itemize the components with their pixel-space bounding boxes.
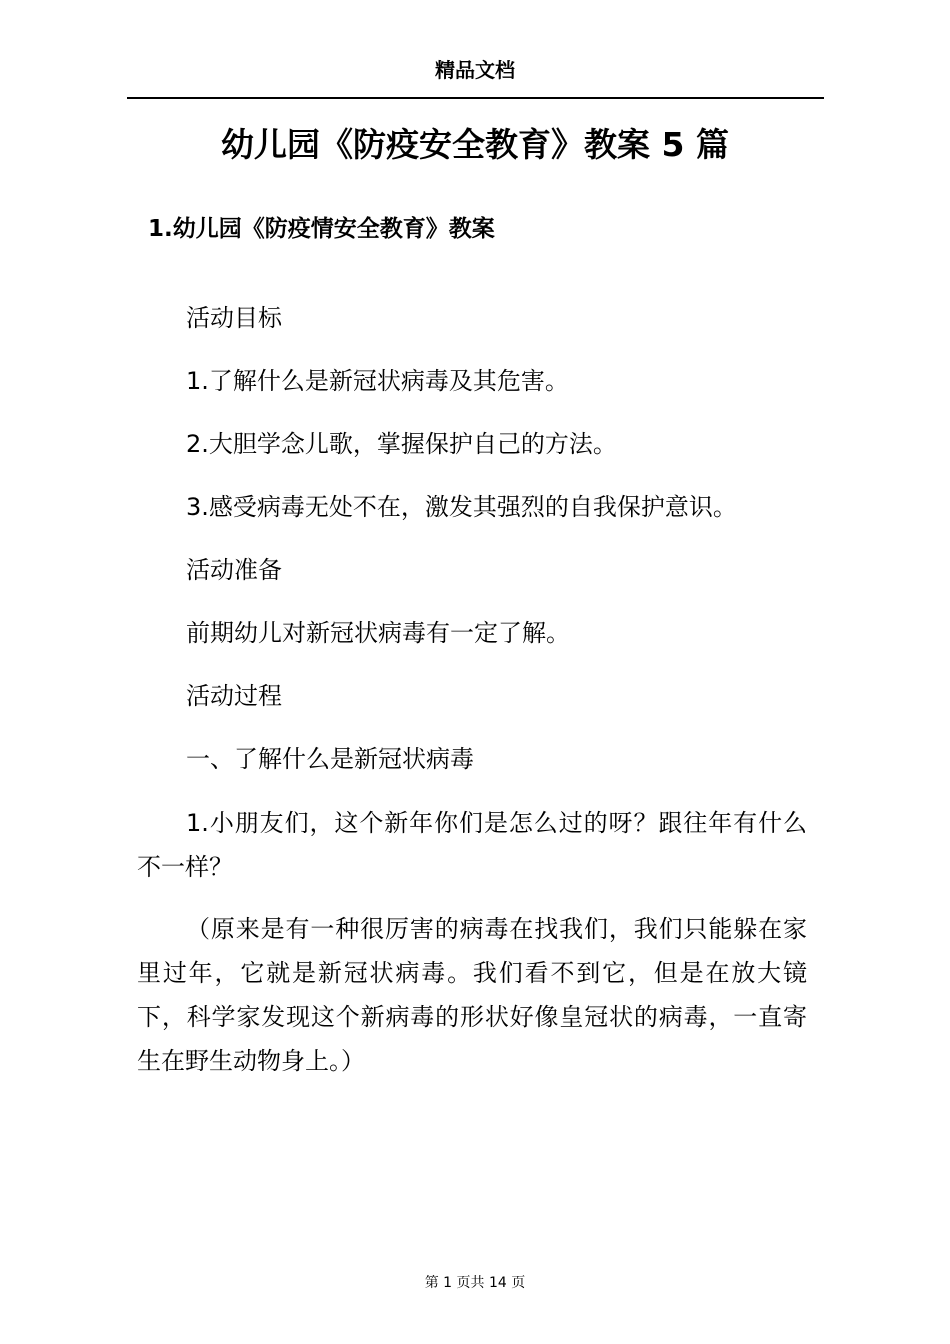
header-divider [127, 97, 824, 99]
subheading-activity-goals: 活动目标 [186, 304, 282, 332]
paragraph-question: 1.小朋友们，这个新年你们是怎么过的呀？跟往年有什么不一样？ [137, 809, 807, 881]
process-step-1-heading: 一、了解什么是新冠状病毒 [186, 745, 474, 773]
goal-item-2: 2.大胆学念儿歌，掌握保护自己的方法。 [186, 430, 617, 458]
page-footer: 第 1 页共 14 页 [424, 1275, 526, 1291]
section-heading: 1.幼儿园《防疫情安全教育》教案 [148, 216, 495, 242]
document-title: 幼儿园《防疫安全教育》教案 5 篇 [221, 125, 729, 164]
paragraph-explanation: （原来是有一种很厉害的病毒在找我们，我们只能躲在家里过年，它就是新冠状病毒。我们看不到它，但是在放大镜下，科学家发现这个新病毒的形状好像皇冠状的病毒，一直寄生在野生动物身上。） [137, 915, 807, 1075]
subheading-activity-process: 活动过程 [186, 682, 282, 710]
goal-item-1: 1.了解什么是新冠状病毒及其危害。 [186, 367, 569, 395]
preparation-text: 前期幼儿对新冠状病毒有一定了解。 [186, 619, 570, 647]
subheading-activity-preparation: 活动准备 [186, 556, 282, 584]
document-header: 精品文档 [435, 58, 515, 82]
goal-item-3: 3.感受病毒无处不在，激发其强烈的自我保护意识。 [186, 493, 737, 521]
